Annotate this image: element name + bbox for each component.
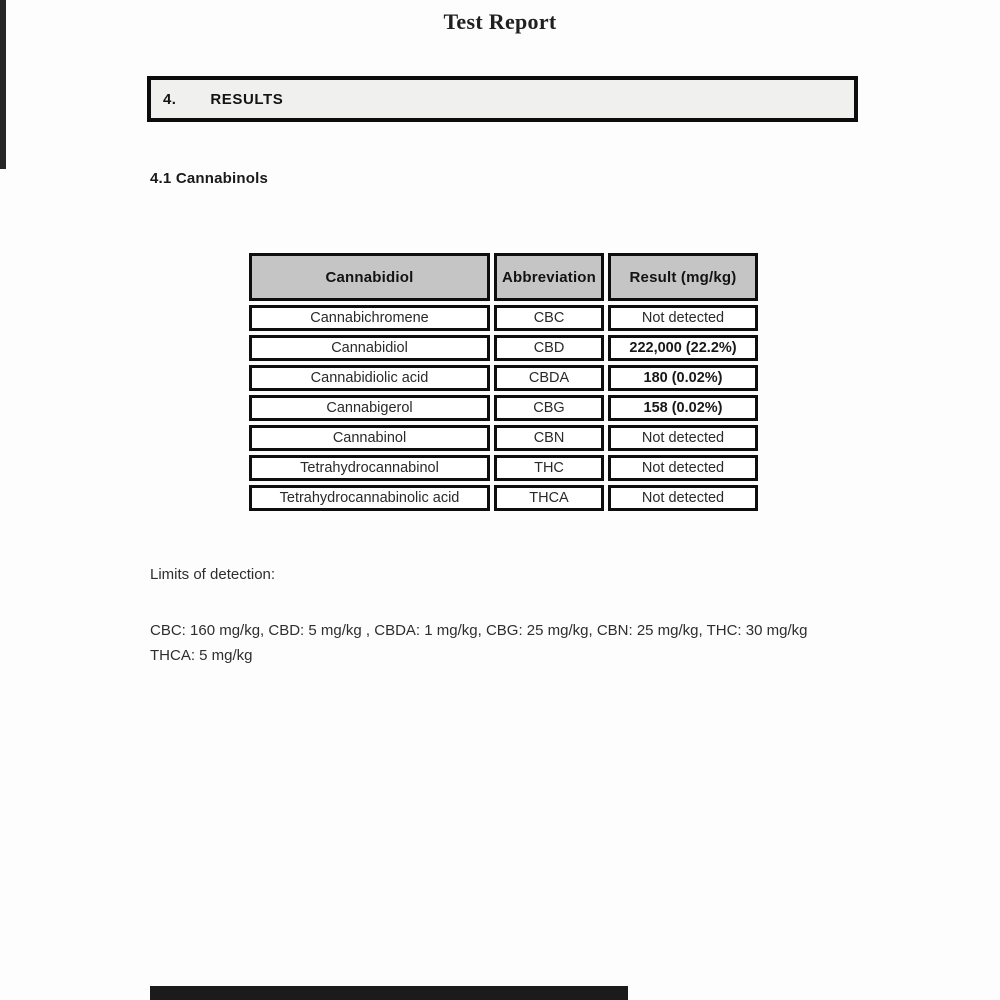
- limits-line-2: THCA: 5 mg/kg: [150, 647, 253, 664]
- header-abbreviation: Abbreviation: [494, 253, 604, 301]
- result-cell: 222,000 (22.2%): [608, 335, 758, 361]
- table-row: [249, 365, 758, 391]
- table-header-row: [249, 253, 758, 301]
- table-row: [249, 395, 758, 421]
- compound-name-cell: Cannabidiol: [249, 335, 490, 361]
- limits-of-detection-values: [150, 618, 807, 668]
- compound-name-cell: Tetrahydrocannabinolic acid: [249, 485, 490, 511]
- header-result: Result (mg/kg): [608, 253, 758, 301]
- section-number: 4.: [163, 90, 177, 108]
- table-row: [249, 305, 758, 331]
- abbreviation-cell: CBG: [494, 395, 604, 421]
- abbreviation-cell: CBDA: [494, 365, 604, 391]
- limits-line-1: CBC: 160 mg/kg, CBD: 5 mg/kg , CBDA: 1 mg/kg, CBG: 25 mg/kg, CBN: 25 mg/kg, THC: 30 mg/kg: [150, 622, 808, 639]
- limits-of-detection-label: Limits of detection:: [150, 566, 276, 583]
- table-row: [249, 335, 758, 361]
- subsection-heading: 4.1 Cannabinols: [150, 170, 269, 187]
- abbreviation-cell: CBN: [494, 425, 604, 451]
- scan-artifact-left-edge: [0, 0, 6, 169]
- table-row: [249, 425, 758, 451]
- result-cell: Not detected: [608, 455, 758, 481]
- scan-artifact-bottom-bar: [150, 986, 628, 1000]
- compound-name-cell: Cannabichromene: [249, 305, 490, 331]
- table-row: [249, 485, 758, 511]
- compound-name-cell: Cannabinol: [249, 425, 490, 451]
- page-title: Test Report: [443, 9, 557, 34]
- table-row: [249, 455, 758, 481]
- abbreviation-cell: CBD: [494, 335, 604, 361]
- cannabinoids-table: [245, 249, 762, 515]
- result-cell: Not detected: [608, 485, 758, 511]
- compound-name-cell: Tetrahydrocannabinol: [249, 455, 490, 481]
- table-body: [249, 305, 758, 511]
- section-title: RESULTS: [210, 90, 284, 108]
- result-cell: Not detected: [608, 425, 758, 451]
- results-section-header: [147, 76, 858, 122]
- header-cannabidiol: Cannabidiol: [249, 253, 490, 301]
- compound-name-cell: Cannabidiolic acid: [249, 365, 490, 391]
- result-cell: Not detected: [608, 305, 758, 331]
- abbreviation-cell: CBC: [494, 305, 604, 331]
- result-cell: 180 (0.02%): [608, 365, 758, 391]
- abbreviation-cell: THCA: [494, 485, 604, 511]
- abbreviation-cell: THC: [494, 455, 604, 481]
- compound-name-cell: Cannabigerol: [249, 395, 490, 421]
- result-cell: 158 (0.02%): [608, 395, 758, 421]
